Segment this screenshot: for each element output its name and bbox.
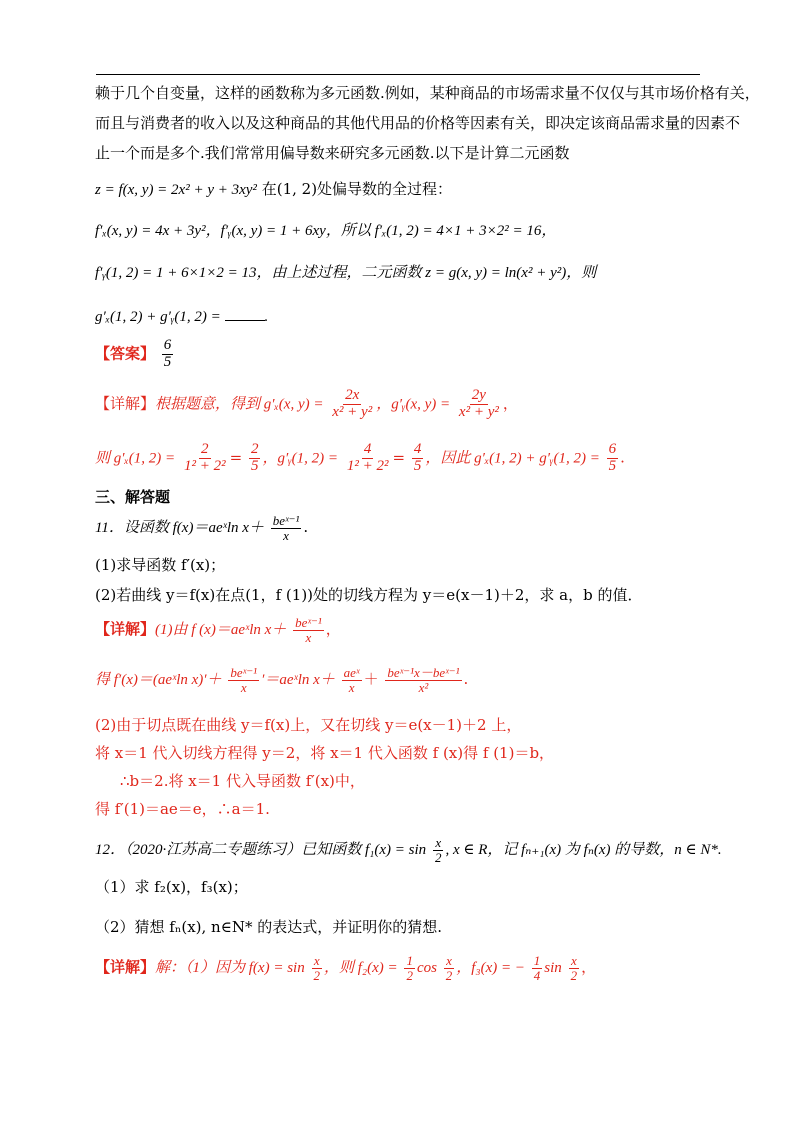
- denominator: x: [240, 679, 247, 695]
- numerator: x: [446, 953, 452, 968]
- denominator: 4: [533, 967, 541, 983]
- fraction: [457, 388, 501, 421]
- q11-text-a: 11．设函数 f(x)＝aeˣln x＋: [95, 520, 264, 537]
- detail10-text-a: 根据题意，得到 g′ₓ(x, y) =: [155, 396, 324, 413]
- numerator: beˣ⁻¹: [272, 513, 300, 528]
- question-expression: g′ₓ(1, 2) + g′ᵧ(1, 2) =: [95, 309, 221, 325]
- fraction: [569, 954, 580, 982]
- denominator: 2: [406, 967, 413, 983]
- intro-line-6: f′ᵧ(1, 2) = 1 + 6×1×2 = 13，由上述过程，二元函数 z = g(x, y) = ln(x² + y²)，则: [95, 265, 597, 281]
- detail10-text-d: 则 g′ₓ(1, 2) =: [95, 450, 176, 467]
- denominator: 5: [250, 457, 259, 474]
- denominator: 1² + 2²: [346, 457, 389, 474]
- detail10-text-f: ，因此 g′ₓ(1, 2) + g′ᵧ(1, 2) =: [425, 450, 600, 467]
- detail11-text-c: 得 f′(x)＝(aeˣln x)′＋: [95, 672, 222, 689]
- fraction: [342, 666, 362, 694]
- detail11-line-5: ∴b＝2.将 x＝1 代入导函数 f′(x)中，: [120, 772, 365, 790]
- detail11-text-d: ′＝aeˣln x＋: [261, 672, 335, 689]
- intro-line-1: 赖于几个自变量，这样的函数称为多元函数.例如，某种商品的市场需求量不仅仅与其市场价格有关，: [95, 84, 760, 102]
- denominator: 1² + 2²: [183, 457, 226, 474]
- detail11-label: 【详解】: [95, 620, 156, 639]
- detail10-line-2: [95, 442, 625, 475]
- detail10-text-g: .: [620, 448, 625, 467]
- denominator: 5: [413, 457, 422, 474]
- numerator: x: [570, 953, 577, 968]
- q11-line-1: [95, 514, 308, 542]
- q12-line-3: （2）猜想 fₙ(x), n∈N* 的表达式，并证明你的猜想.: [95, 918, 442, 936]
- q11-line-2: (1)求导函数 f′(x)；: [95, 556, 226, 574]
- denominator: 2: [434, 849, 442, 865]
- answer-denominator: 5: [163, 353, 172, 370]
- fraction: [607, 442, 619, 475]
- equals-sign: =: [392, 448, 406, 467]
- denominator: x² + y²: [458, 403, 499, 420]
- answer-blank: [225, 306, 265, 321]
- detail12-text-b: ，则 f₂(x) =: [324, 960, 398, 977]
- denominator: x: [348, 679, 355, 695]
- answer-label: 【答案】: [95, 344, 156, 363]
- numerator: x: [435, 835, 442, 850]
- answer-numerator: 6: [163, 337, 172, 353]
- denominator: 5: [608, 457, 617, 474]
- denominator: 2: [570, 967, 578, 983]
- numerator: 2y: [471, 387, 486, 403]
- q12-line-2: （1）求 f₂(x)，f₃(x)；: [95, 878, 248, 896]
- fraction: [312, 954, 323, 982]
- fraction: [412, 442, 424, 475]
- numerator: aeˣ: [343, 665, 360, 680]
- numerator: 4: [413, 441, 422, 457]
- fraction: [249, 442, 261, 475]
- denominator: x²: [418, 679, 429, 695]
- numerator: beˣ⁻¹x－beˣ⁻¹: [387, 665, 460, 680]
- detail12-text-c: cos: [416, 960, 437, 977]
- detail12-label: 【详解】: [95, 958, 156, 977]
- q12-line-1: [95, 836, 722, 864]
- denominator: 2: [445, 967, 453, 983]
- intro-line-4: [95, 180, 452, 199]
- fraction: [293, 616, 324, 644]
- intro-line-3: 止一个而是多个.我们常常用偏导数来研究多元函数.以下是计算二元函数: [95, 144, 570, 162]
- detail11-text-a: (1)由 f (x)＝aeˣln x＋: [155, 622, 287, 639]
- q11-text-b: .: [303, 518, 309, 537]
- numerator: 1: [533, 953, 541, 968]
- fraction: [228, 666, 259, 694]
- detail12-text-f: ，: [581, 958, 597, 977]
- detail11-text-b: ，: [325, 620, 341, 639]
- denominator: 2: [313, 967, 320, 983]
- plus-sign: ＋: [363, 670, 379, 689]
- detail10-text-b: ，g′ᵧ(x, y) =: [376, 396, 451, 413]
- function-formula: z = f(x, y) = 2x² + y + 3xy²: [95, 182, 257, 198]
- detail12-text-e: sin: [544, 960, 562, 977]
- q12-text-a: 12．（2020·江苏高二专题练习）已知函数 f₁(x) = sin: [95, 842, 427, 859]
- intro-line-7: g′ₓ(1, 2) + g′ᵧ(1, 2) = .: [95, 306, 268, 326]
- detail10-text-c: ，: [502, 394, 518, 413]
- fraction: [385, 666, 461, 694]
- detail12-text-a: 解：（1）因为 f(x) = sin: [155, 960, 305, 977]
- q11-line-3: (2)若曲线 y＝f(x)在点(1，f (1))处的切线方程为 y＝e(x－1)＋2，求 a，b 的值．: [95, 586, 643, 604]
- numerator: 4: [363, 441, 372, 457]
- fraction: [532, 954, 543, 982]
- answer-block: [95, 338, 175, 371]
- detail11-line-2: [95, 666, 468, 694]
- intro-line-5: f′ₓ(x, y) = 4x + 3y²，f′ᵧ(x, y) = 1 + 6xy，所以 f′ₓ(1, 2) = 4×1 + 3×2² = 16，: [95, 223, 557, 239]
- numerator: 6: [608, 441, 617, 457]
- fraction: [345, 442, 391, 475]
- numerator: beˣ⁻¹: [230, 665, 258, 680]
- detail11-text-e: .: [463, 670, 469, 689]
- detail12-text-d: ，f₃(x) = −: [456, 960, 525, 977]
- denominator: x: [305, 629, 312, 645]
- numerator: 2: [201, 441, 209, 457]
- fraction: [271, 514, 302, 542]
- detail11-line-6: 得 f′(1)＝ae＝e，∴a＝1.: [95, 800, 270, 818]
- equals-sign: =: [229, 448, 243, 467]
- denominator: x: [283, 527, 289, 543]
- numerator: beˣ⁻¹: [295, 615, 322, 630]
- section-title: 三、解答题: [95, 488, 171, 506]
- fraction: [330, 388, 374, 421]
- fraction: [404, 954, 415, 982]
- fraction: [433, 836, 444, 864]
- denominator: x² + y²: [332, 403, 373, 420]
- fraction: [182, 442, 228, 475]
- numerator: 2x: [345, 387, 360, 403]
- detail11-line-3: (2)由于切点既在曲线 y＝f(x)上，又在切线 y＝e(x－1)＋2 上，: [95, 716, 522, 734]
- detail12-line-1: [95, 954, 596, 982]
- detail10-text-e: ，g′ᵧ(1, 2) =: [262, 450, 339, 467]
- detail11-line-1: [95, 616, 341, 644]
- numerator: 1: [406, 953, 413, 968]
- intro-line-4-text: 在(1, 2)处偏导数的全过程：: [261, 180, 453, 198]
- intro-line-2: 而且与消费者的收入以及这种商品的其他代用品的价格等因素有关，即决定该商品需求量的因素不: [95, 114, 741, 132]
- detail10-label: 【详解】: [95, 394, 156, 413]
- detail10-line-1: [95, 388, 518, 421]
- detail11-line-4: 将 x＝1 代入切线方程得 y＝2，将 x＝1 代入函数 f (x)得 f (1)＝b，: [95, 744, 555, 762]
- header-rule: [96, 74, 700, 75]
- fraction: [444, 954, 455, 982]
- numerator: 2: [250, 441, 259, 457]
- numerator: x: [313, 953, 320, 968]
- q12-text-b: , x ∈ R，记 fₙ₊₁(x) 为 fₙ(x) 的导数，n ∈ N*.: [445, 842, 722, 859]
- answer-fraction: [162, 338, 174, 371]
